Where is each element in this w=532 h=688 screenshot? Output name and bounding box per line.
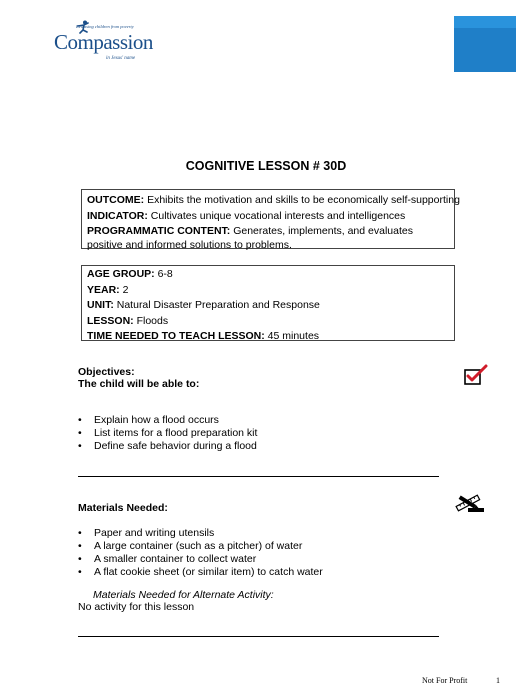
checkbox-check-icon: [464, 364, 488, 386]
list-item: • Define safe behavior during a flood: [78, 440, 257, 453]
lesson-row: [87, 315, 449, 329]
objectives-subheading: The child will be able to:: [78, 378, 200, 390]
objectives-heading-block: [78, 366, 199, 390]
blue-corner-block: [454, 16, 516, 72]
list-item: • Explain how a flood occurs: [78, 414, 257, 427]
unit-label: UNIT:: [87, 299, 114, 311]
materials-list: [78, 527, 323, 579]
lesson-value: Floods: [133, 314, 169, 327]
outcome-label: OUTCOME:: [87, 194, 145, 206]
indicator-text: Cultivates unique vocational interests and intelligences: [147, 209, 406, 222]
lesson-label: LESSON:: [87, 314, 134, 327]
outcome-box: [81, 189, 460, 251]
list-item: • List items for a flood preparation kit: [78, 427, 257, 440]
logo-wordmark: Compassion: [54, 30, 153, 54]
page-number: 1: [496, 676, 500, 685]
time-value: 45 minutes: [264, 330, 320, 342]
alternate-materials-text: No activity for this lesson: [78, 601, 195, 613]
compassion-logo: [54, 22, 174, 70]
logo-tagline: Releasing children from poverty: [76, 24, 134, 29]
list-item: • A smaller container to collect water: [78, 553, 323, 566]
age-label: AGE GROUP:: [87, 268, 155, 280]
list-item: • A large container (such as a pitcher) of water: [78, 540, 323, 553]
programmatic-row: [87, 225, 449, 252]
unit-row: [87, 299, 449, 313]
pencil-ruler-icon: [452, 491, 486, 515]
time-label: TIME NEEDED TO TEACH LESSON:: [87, 330, 265, 342]
lesson-info-box: [81, 265, 455, 341]
materials-heading: Materials Needed:: [78, 502, 168, 514]
programmatic-label: PROGRAMMATIC CONTENT:: [87, 225, 231, 237]
alternate-materials-heading: Materials Needed for Alternate Activity:: [93, 589, 274, 601]
outcome-text: Exhibits the motivation and skills to be economically self-supporting: [144, 194, 460, 206]
objectives-heading: Objectives:: [78, 366, 135, 378]
age-value: 6-8: [154, 268, 173, 280]
list-item: • Paper and writing utensils: [78, 527, 323, 540]
time-row: [87, 330, 449, 344]
age-row: [87, 268, 449, 282]
list-item: • A flat cookie sheet (or similar item) to catch water: [78, 566, 323, 579]
year-row: [87, 284, 449, 298]
year-label: YEAR:: [87, 283, 120, 296]
section-divider: [78, 636, 439, 637]
unit-value: Natural Disaster Preparation and Response: [113, 299, 320, 311]
indicator-row: [87, 210, 449, 224]
footer-note: Not For Profit: [422, 676, 468, 685]
programmatic-text: Generates, implements, and evaluates positive and informed solutions to problems.: [87, 225, 413, 251]
outcome-row: [87, 194, 460, 208]
year-value: 2: [119, 283, 129, 296]
indicator-label: INDICATOR:: [87, 209, 148, 222]
lesson-title: COGNITIVE LESSON # 30D: [185, 159, 347, 173]
objectives-list: [78, 414, 257, 453]
logo-subtext: in Jesus' name: [106, 56, 136, 61]
section-divider: [78, 476, 439, 477]
